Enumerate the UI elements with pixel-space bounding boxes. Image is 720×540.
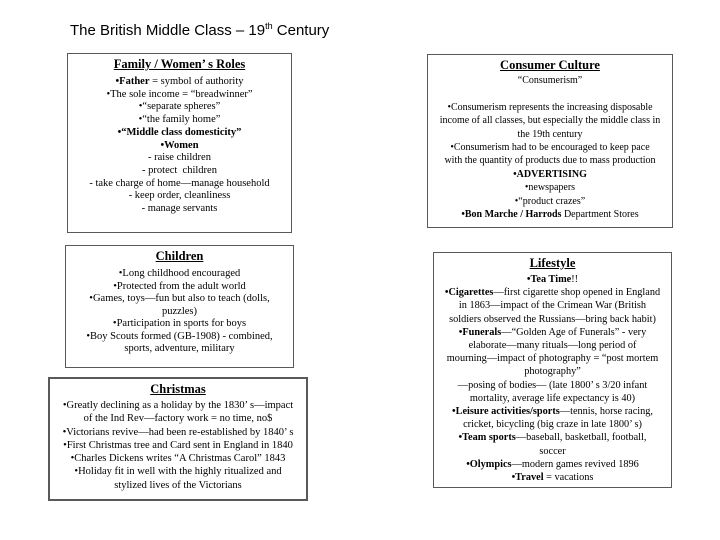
bullet-line: •Greatly declining as a holiday by the 1830’ s—impact: [62, 400, 294, 411]
slide-title: [70, 22, 329, 39]
box-title: Consumer Culture: [500, 58, 600, 72]
bullet-line: sports, adventure, military: [124, 343, 235, 354]
bullet-line: - raise children: [148, 152, 211, 164]
bullet-line: mourning—impact of photography = “post mortem: [446, 353, 659, 365]
bullet-line: with the quantity of products due to mass production: [444, 155, 656, 167]
bullet-line: •Olympics—modern games revived 1896: [466, 458, 639, 470]
bullet-line: - manage servants: [141, 203, 218, 215]
bullet-line: in 1863—impact of the Crimean War (British: [458, 300, 647, 312]
bullet-line: •Games, toys—fun but also to teach (dolls,: [89, 293, 270, 304]
slide-title-superscript: th: [265, 21, 273, 31]
textbox-lifestyle: [433, 252, 672, 488]
slide-title-suffix: Century: [272, 22, 330, 39]
box-body: [428, 74, 672, 221]
bullet-line: •Funerals—“Golden Age of Funerals” - very: [458, 326, 647, 338]
bullet-line: •Participation in sports for boys: [112, 318, 247, 329]
box-body: [50, 399, 306, 492]
bullet-line: •Long childhood encouraged: [118, 268, 241, 279]
textbox-christmas: [48, 377, 308, 501]
bullet-line: stylized lives of the Victorians: [114, 479, 242, 491]
bullet-line: - keep order, cleanliness: [128, 190, 231, 202]
box-title: Christmas: [150, 382, 206, 396]
bullet-line: cricket, bicycling (big craze in late 1800’ s): [463, 419, 642, 431]
bullet-line: •Leisure activities/sports—tennis, horse racing,: [451, 406, 654, 418]
bullet-line: income of all classes, but especially the middle class in: [439, 115, 661, 127]
box-title: Family / Women’ s Roles: [113, 57, 246, 71]
bullet-line: •Consumerism represents the increasing disposable: [447, 101, 653, 113]
slide-title-text: The British Middle Class – 19: [70, 22, 266, 39]
bullet-line: mortality, average life expectancy is 40): [469, 392, 636, 404]
box-title: Lifestyle: [529, 256, 576, 270]
bullet-line: •“separate spheres”: [138, 101, 221, 113]
bullet-line: •Consumerism had to be encouraged to keep pace: [450, 142, 650, 154]
box-body: [68, 76, 291, 216]
bullet-line: •Tea Time!!: [526, 274, 579, 285]
bullet-line: •“the family home”: [138, 114, 221, 126]
bullet-line: - protect children: [142, 164, 217, 176]
bullet-line: of the Ind Rev—factory work = no time, no$: [83, 413, 273, 425]
textbox-children: [65, 245, 294, 368]
bullet-line: •Victorians revive—had been re-established by 1840’ s: [62, 426, 294, 438]
bullet-line: •Charles Dickens writes “A Christmas Carol” 1843: [70, 453, 286, 465]
bullet-line: •“Middle class domesticity”: [117, 126, 242, 138]
bullet-line: “Consumerism”: [517, 75, 583, 86]
bullet-line: •Bon Marche / Harrods Department Stores: [461, 209, 639, 221]
bullet-line: •The sole income = “breadwinner”: [106, 88, 253, 100]
bullet-line: puzzles): [162, 305, 197, 317]
bullet-line: •Father = symbol of authority: [115, 76, 244, 87]
bullet-line: elaborate—many rituals—long period of: [468, 340, 637, 352]
bullet-line: —posing of bodies— (late 1800’ s 3/20 infant: [457, 379, 648, 391]
bullet-line: •ADVERTISING: [513, 168, 587, 180]
bullet-line: soldiers observed the Russians—bring back habit): [449, 313, 656, 325]
bullet-line: •First Christmas tree and Card sent in England in 1840: [63, 439, 293, 451]
bullet-line: •Protected from the adult world: [113, 280, 246, 292]
textbox-consumer-culture: [427, 54, 673, 228]
bullet-line: •Holiday fit in well with the highly ritualized and: [74, 466, 282, 478]
bullet-line: soccer: [539, 445, 566, 457]
bullet-line: photography”: [524, 366, 581, 378]
box-body: [66, 268, 293, 356]
box-title: Children: [155, 249, 204, 263]
bullet-line: •“product crazes”: [514, 195, 586, 207]
bullet-line: •newspapers: [524, 182, 576, 194]
bullet-line: •Cigarettes—first cigarette shop opened in England: [444, 287, 661, 299]
box-body: [434, 273, 671, 484]
bullet-line: the 19th century: [517, 128, 583, 140]
bullet-line: [428, 87, 672, 100]
bullet-line: •Travel = vacations: [511, 472, 594, 484]
textbox-family-womens-roles: [67, 53, 292, 233]
bullet-line: - take charge of home—manage household: [89, 177, 270, 189]
bullet-line: •Team sports—baseball, basketball, football,: [458, 432, 647, 444]
bullet-line: •Women: [160, 139, 199, 151]
bullet-line: •Boy Scouts formed (GB-1908) - combined,: [86, 330, 273, 342]
